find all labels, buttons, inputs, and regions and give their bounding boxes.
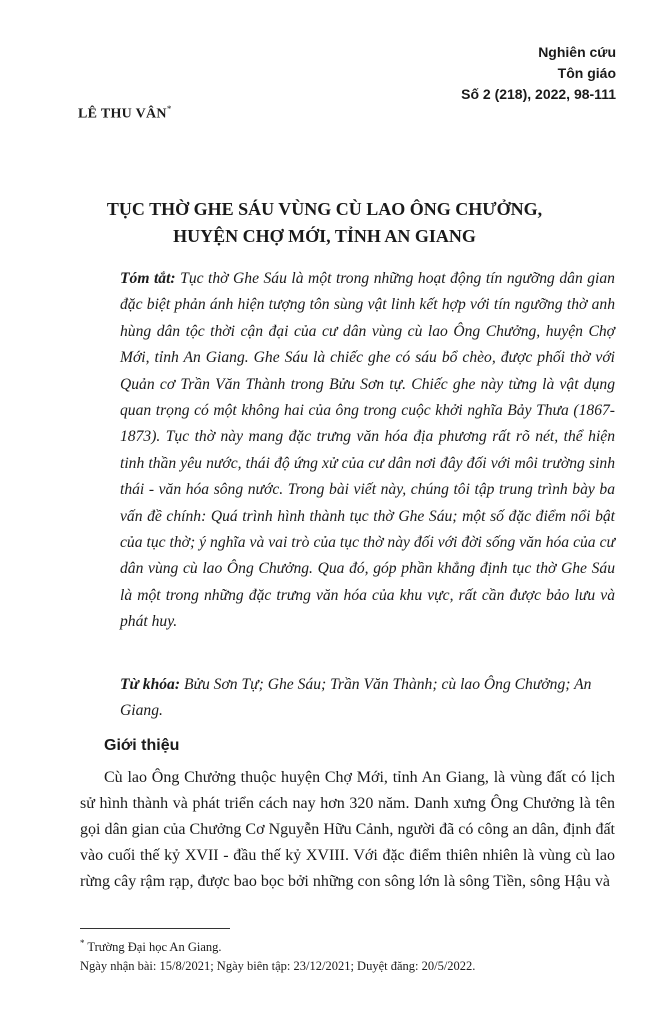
keywords-text: Bửu Sơn Tự; Ghe Sáu; Trần Văn Thành; cù lao Ông Chưởng; An Giang. bbox=[120, 676, 592, 720]
author-footnote-marker: * bbox=[166, 104, 172, 114]
footnote-divider bbox=[80, 928, 230, 929]
footnote-affiliation bbox=[80, 934, 475, 957]
journal-name-line2: Tôn giáo bbox=[557, 65, 616, 81]
article-title-line1: TỤC THỜ GHE SÁU VÙNG CÙ LAO ÔNG CHƯỞNG, bbox=[106, 199, 543, 219]
abstract bbox=[120, 266, 615, 636]
section-heading: Giới thiệu bbox=[104, 737, 180, 754]
article-title bbox=[0, 196, 649, 250]
keywords-label: Từ khóa: bbox=[120, 676, 181, 693]
footnote-dates: Ngày nhận bài: 15/8/2021; Ngày biên tập: 23/12/2021; Duyệt đăng: 20/5/2022. bbox=[80, 959, 476, 974]
footnote bbox=[80, 934, 475, 976]
article-title-line2: HUYỆN CHỢ MỚI, TỈNH AN GIANG bbox=[173, 226, 476, 246]
journal-issue: Số 2 (218), 2022, 98-111 bbox=[461, 86, 616, 102]
footnote-affiliation-text: Trường Đại học An Giang. bbox=[84, 940, 222, 955]
author-name bbox=[78, 104, 172, 123]
journal-name-line1: Nghiên cứu bbox=[538, 44, 616, 60]
intro-paragraph: Cù lao Ông Chưởng thuộc huyện Chợ Mới, tỉnh An Giang, là vùng đất có lịch sử hình thành và phát triển cách nay hơn 320 năm. Danh xưng Ông Chưởng là tên gọi dân gian của Chưởng Cơ Nguyễn Hữu Cảnh, người đã có công an dân, định đất vào cuối thế kỷ XVII - đầu thế kỷ XVIII. Với đặc điểm thiên nhiên là vùng cù lao rừng cây rậm rạp, được bao bọc bởi những con sông lớn là sông Tiền, sông Hậu và bbox=[80, 769, 615, 890]
abstract-label: Tóm tắt: bbox=[120, 270, 176, 287]
footnote-marker: * bbox=[80, 938, 85, 948]
journal-header bbox=[461, 42, 616, 105]
author-name-text: LÊ THU VÂN bbox=[78, 106, 167, 122]
keywords bbox=[120, 672, 615, 725]
abstract-text: Tục thờ Ghe Sáu là một trong những hoạt động tín ngưỡng dân gian đặc biệt phản ánh hiện tượng tôn sùng vật linh kết hợp với tín ngưỡng thờ anh hùng dân tộc thời cận đại của cư dân vùng cù lao Ông Chưởng, huyện Chợ Mới, tỉnh An Giang. Ghe Sáu là chiếc ghe có sáu bổ chèo, được phối thờ với Quản cơ Trần Văn Thành trong Bửu Sơn tự. Chiếc ghe này từng là vật dụng quan trọng có một không hai của ông trong cuộc khởi nghĩa Bảy Thưa (1867-1873). Tục thờ này mang đặc trưng văn hóa địa phương rất rõ nét, thể hiện tinh thần yêu nước, thái độ ứng xử của cư dân nơi đây đối với môi trường sinh thái - văn hóa sông nước. Trong bài viết này, chúng tôi tập trung trình bày ba vấn đề chính: Quá trình hình thành tục thờ Ghe Sáu; một số đặc điểm nổi bật của tục thờ; ý nghĩa và vai trò của tục thờ này đối với đời sống văn hóa của cư dân vùng cù lao Ông Chưởng. Qua đó, góp phần khẳng định tục thờ Ghe Sáu là một trong những đặc trưng văn hóa của khu vực, rất cần được bảo lưu và phát huy. bbox=[120, 270, 615, 631]
